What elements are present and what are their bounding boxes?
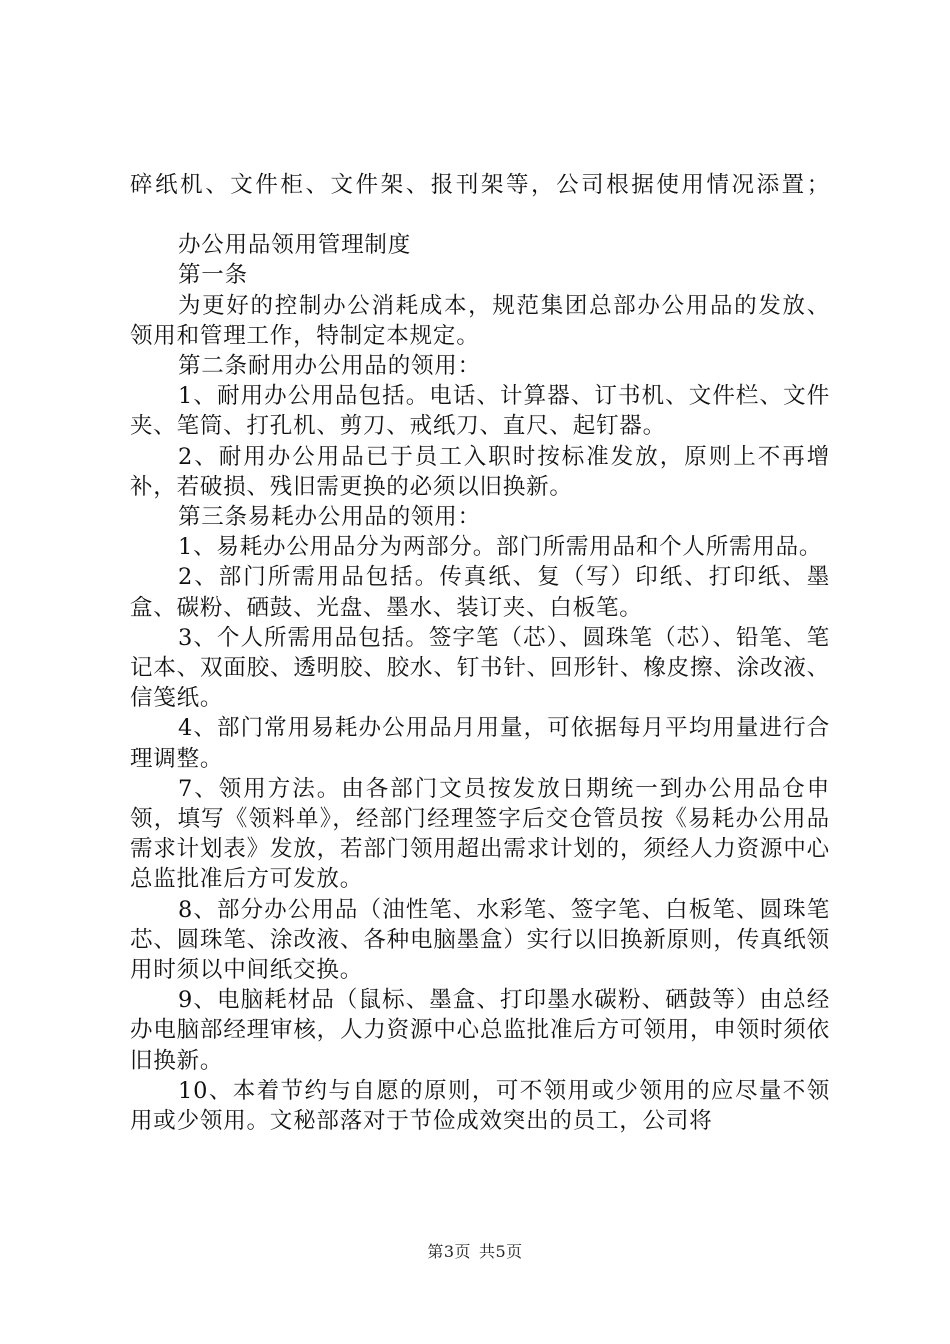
article-heading-1: 第一条 [178,262,248,289]
paragraph: 4、部门常用易耗办公用品月用量，可依据每月平均用量进行合理调整。 [130,715,830,772]
paragraph: 2、耐用办公用品已于员工入职时按标准发放，原则上不再增补，若破损、残旧需更换的必须以旧换新。 [130,443,830,500]
page-footer [0,1242,950,1262]
paragraph: 10、本着节约与自愿的原则，可不领用或少领用的应尽量不领用或少领用。文秘部落对于节俭成效突出的员工，公司将 [130,1077,830,1135]
paragraph: 9、电脑耗材品（鼠标、墨盒、打印墨水碳粉、硒鼓等）由总经办电脑部经理审核，人力资源中心总监批准后方可领用，申领时须依旧换新。 [130,987,830,1074]
document-body [130,170,830,1136]
page-number: 第3页 [427,1242,471,1261]
paragraph: 3、个人所需用品包括。签字笔（芯）、圆珠笔（芯）、铅笔、笔记本、双面胶、透明胶、胶水、钉书针、回形针、橡皮擦、涂改液、信笺纸。 [130,624,830,712]
paragraph: 1、易耗办公用品分为两部分。部门所需用品和个人所需用品。 [178,534,823,561]
paragraph: 7、领用方法。由各部门文员按发放日期统一到办公用品仓申领，填写《领料单》，经部门经理签字后交仓管员按《易耗办公用品需求计划表》发放，若部门领用超出需求计划的，须经人力资源中心总监批准后方可发放。 [130,775,830,893]
paragraph: 为更好的控制办公消耗成本，规范集团总部办公用品的发放、领用和管理工作，特制定本规定。 [130,292,830,349]
article-heading-3: 第三条易耗办公用品的领用： [178,504,481,531]
paragraph: 8、部分办公用品（油性笔、水彩笔、签字笔、白板笔、圆珠笔芯、圆珠笔、涂改液、各种电脑墨盒）实行以旧换新原则，传真纸领用时须以中间纸交换。 [130,896,830,984]
paragraph: 2、部门所需用品包括。传真纸、复（写）印纸、打印纸、墨盒、碳粉、硒鼓、光盘、墨水、装订夹、白板笔。 [130,564,830,621]
paragraph: 1、耐用办公用品包括。电话、计算器、订书机、文件栏、文件夹、笔筒、打孔机、剪刀、戒纸刀、直尺、起钉器。 [130,383,830,440]
section-title: 办公用品领用管理制度 [178,232,412,259]
paragraph-continuation: 碎纸机、文件柜、文件架、报刊架等，公司根据使用情况添置； [130,172,830,198]
paragraph-gap [130,200,830,230]
article-heading-2: 第二条耐用办公用品的领用： [178,353,481,380]
page-total: 共5页 [479,1242,523,1261]
